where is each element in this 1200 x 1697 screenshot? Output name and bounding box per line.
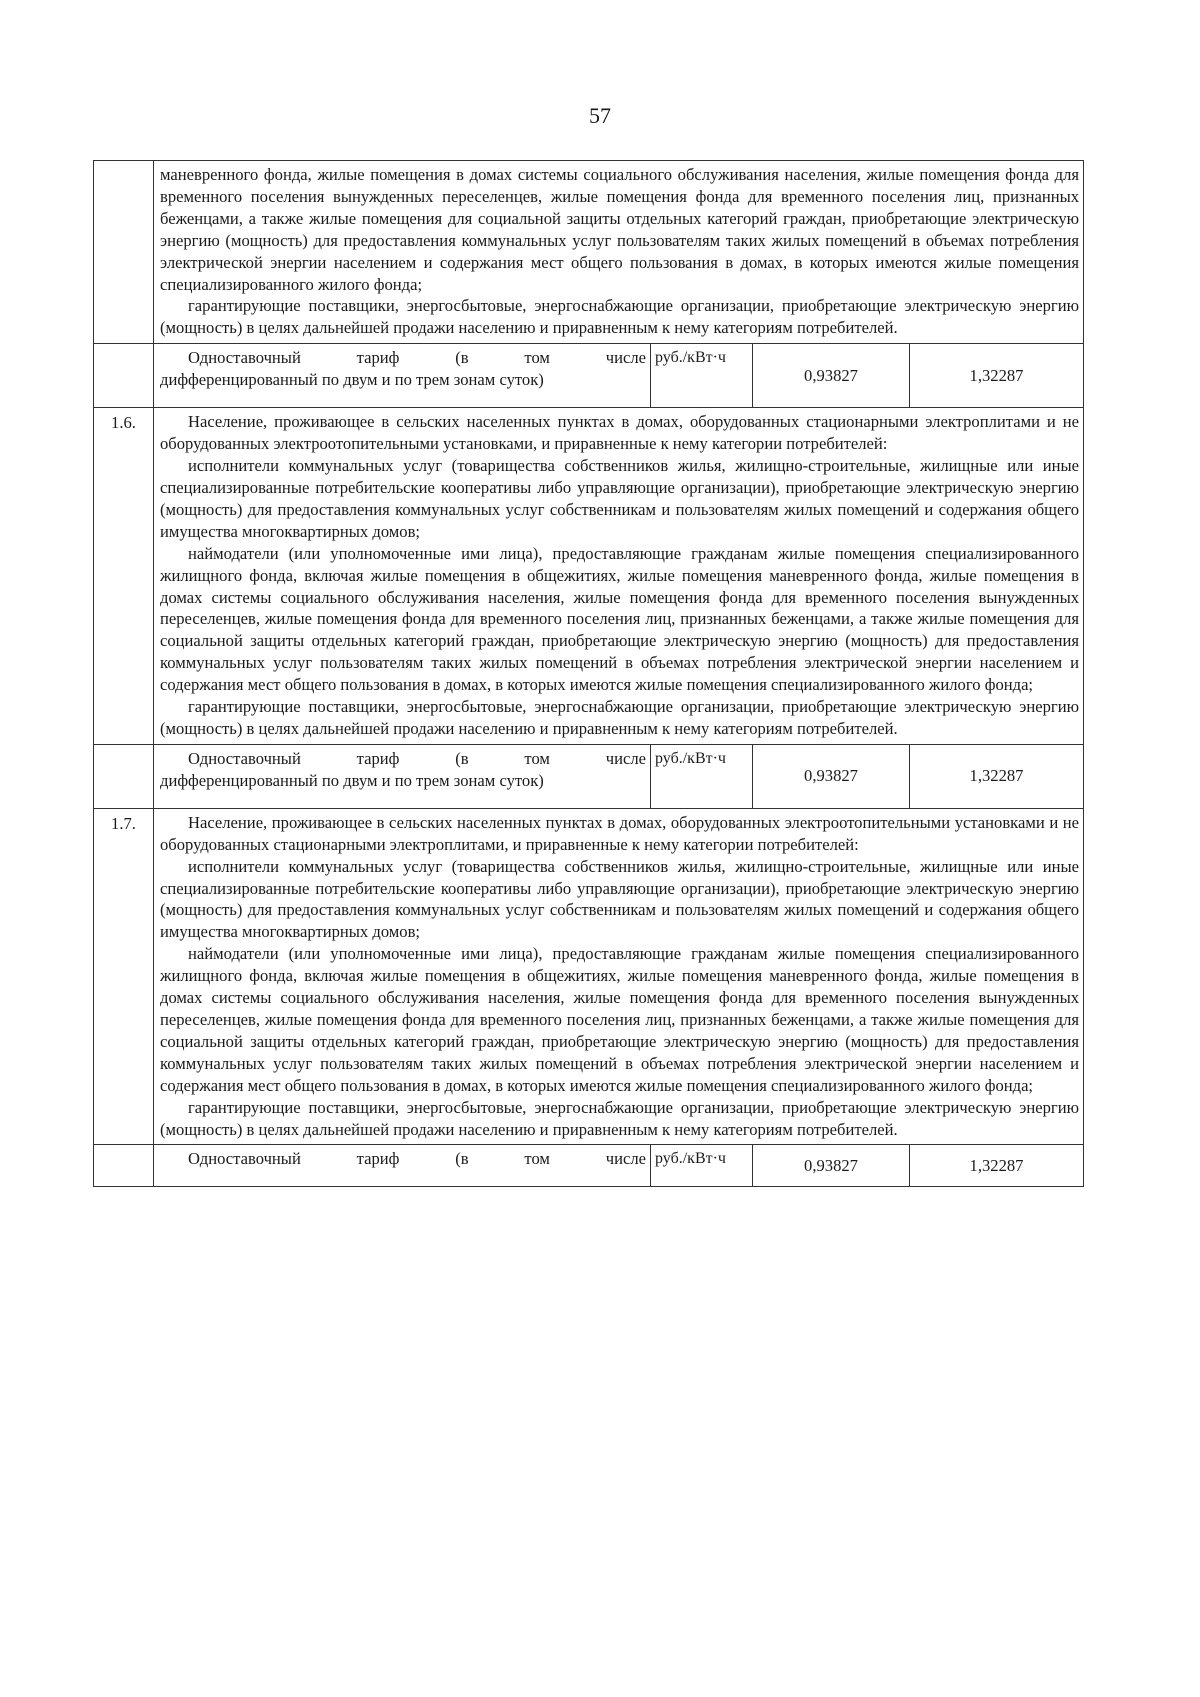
tariff-row <box>94 1145 1084 1187</box>
paragraph: Население, проживающее в сельских населенных пунктах в домах, оборудованных электроотопительными установками и не оборудованных стационарными электроплитами, и приравненные к нему категории потребителей: <box>160 812 1080 854</box>
row-number-cell <box>94 744 154 808</box>
paragraph: наймодатели (или уполномоченные ими лица), предоставляющие гражданам жилые помещения специализированного жилищного фонда, включая жилые помещения в общежитиях, жилые помещения маневренного фонда, жилые помещения в домах системы социального обслуживания населения, жилые помещения фонда для временного поселения вынужденных переселенцев, жилые помещения фонда для временного поселения лиц, признанных беженцами, а также жилые помещения для социальной защиты отдельных категорий граждан, приобретающие электрическую энергию (мощность) для предоставления коммунальных услуг пользователям таких жилых помещений в объемах потребления электрической энергии населением и содержания мест общего пользования в домах, в которых имеются жилые помещения специализированного жилого фонда; <box>160 543 1080 695</box>
table-row-1-7 <box>94 808 1084 1145</box>
tariff-label-line-2: дифференцированный по двум и по трем зонам суток) <box>160 770 544 790</box>
tariff-label <box>154 344 651 408</box>
tariff-label <box>154 1145 651 1187</box>
table-row-1-6 <box>94 408 1084 745</box>
tariff-value-2: 1,32287 <box>910 344 1084 408</box>
paragraph: Население, проживающее в сельских населенных пунктах в домах, оборудованных стационарными электроплитами и не оборудованных электроотопительными установками, и приравненные к нему категории потребителей: <box>160 412 1080 454</box>
paragraph: наймодатели (или уполномоченные ими лица), предоставляющие гражданам жилые помещения специализированного жилищного фонда, включая жилые помещения в общежитиях, жилые помещения маневренного фонда, жилые помещения в домах системы социального обслуживания населения, жилые помещения фонда для временного поселения вынужденных переселенцев, жилые помещения фонда для временного поселения лиц, признанных беженцами, а также жилые помещения для социальной защиты отдельных категорий граждан, приобретающие электрическую энергию (мощность) для предоставления коммунальных услуг пользователям таких жилых помещений в объемах потребления электрической энергии населением и содержания мест общего пользования в домах, в которых имеются жилые помещения специализированного жилого фонда; <box>160 944 1080 1095</box>
tariff-label-line-2: дифференцированный по двум и по трем зонам суток) <box>160 370 544 390</box>
unit-cell: руб./кВт·ч <box>651 744 753 808</box>
tariff-value-1: 0,93827 <box>753 1145 910 1187</box>
row-number-1-6: 1.6. <box>94 408 154 745</box>
tariff-label <box>154 744 651 808</box>
paragraph: гарантирующие поставщики, энергосбытовые, энергоснабжающие организации, приобретающие электрическую энергию (мощность) в целях дальнейшей продажи населению и приравненным к нему категориям потребителей. <box>160 697 1080 738</box>
tariff-value-2: 1,32287 <box>910 744 1084 808</box>
page-number: 57 <box>589 103 611 128</box>
paragraph: гарантирующие поставщики, энергосбытовые, энергоснабжающие организации, приобретающие электрическую энергию (мощность) в целях дальнейшей продажи населению и приравненным к нему категориям потребителей. <box>160 296 1080 338</box>
tariff-value-1: 0,93827 <box>753 344 910 408</box>
row-number-cell <box>94 344 154 408</box>
paragraph: гарантирующие поставщики, энергосбытовые, энергоснабжающие организации, приобретающие электрическую энергию (мощность) в целях дальнейшей продажи населению и приравненным к нему категориям потребителей. <box>160 1097 1080 1139</box>
tariff-row <box>94 344 1084 408</box>
row-number-1-7: 1.7. <box>94 808 154 1145</box>
unit-cell: руб./кВт·ч <box>651 344 753 408</box>
unit-cell: руб./кВт·ч <box>651 1145 753 1187</box>
continuation-description <box>154 161 1084 344</box>
tariff-table <box>93 160 1084 1187</box>
paragraph: маневренного фонда, жилые помещения в домах системы социального обслуживания населения, жилые помещения фонда для временного поселения вынужденных переселенцев, жилые помещения фонда для временного поселения лиц, признанных беженцами, а также жилые помещения для социальной защиты отдельных категорий граждан, приобретающие электрическую энергию (мощность) для предоставления коммунальных услуг пользователям таких жилых помещений в объемах потребления электрической энергии населением и содержания мест общего пользования в домах, в которых имеются жилые помещения специализированного жилого фонда; <box>160 165 1080 294</box>
row-number-cell <box>94 161 154 344</box>
section-1-7-description <box>154 808 1084 1145</box>
tariff-label-line-1: Одноставочный тариф (в том числе <box>188 748 646 768</box>
tariff-value-1: 0,93827 <box>753 744 910 808</box>
tariff-label-line-1: Одноставочный тариф (в том числе <box>188 348 646 368</box>
tariff-label-line-1: Одноставочный тариф (в том числе <box>188 1149 646 1169</box>
paragraph: исполнители коммунальных услуг (товарищества собственников жилья, жилищно-строительные, жилищные или иные специализированные потребительские кооперативы либо управляющие организации), приобретающие электрическую энергию (мощность) для предоставления коммунальных услуг собственникам и пользователям жилых помещений и содержания общего имущества многоквартирных домов; <box>160 456 1080 541</box>
section-1-6-description <box>154 408 1084 745</box>
paragraph: исполнители коммунальных услуг (товарищества собственников жилья, жилищно-строительные, жилищные или иные специализированные потребительские кооперативы либо управляющие организации), приобретающие электрическую энергию (мощность) для предоставления коммунальных услуг собственникам и пользователям жилых помещений и содержания общего имущества многоквартирных домов; <box>160 856 1080 942</box>
tariff-row <box>94 744 1084 808</box>
row-number-cell <box>94 1145 154 1187</box>
table-row-continuation <box>94 161 1084 344</box>
tariff-value-2: 1,32287 <box>910 1145 1084 1187</box>
